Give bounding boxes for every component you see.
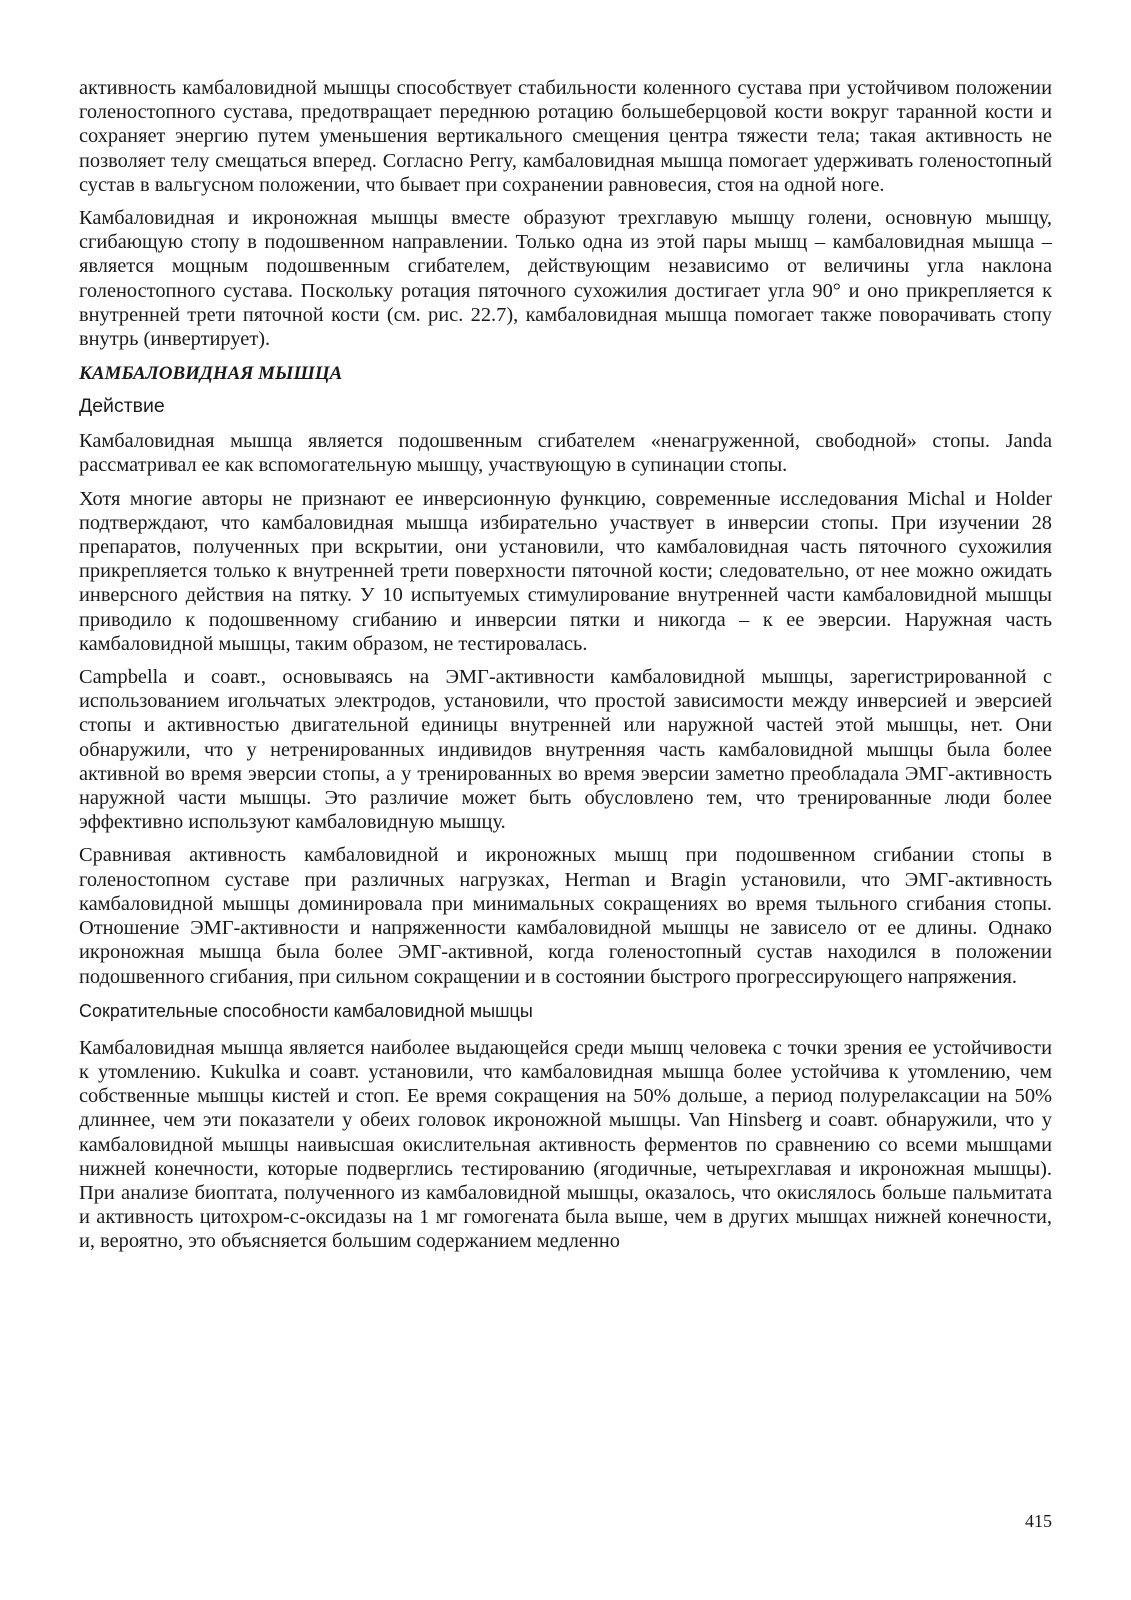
paragraph: Камбаловидная мышца является подошвенным сгибателем «ненагруженной, свободной» стопы. Janda рассматривал ее как вспомогательную мышцу, участвующую в супинации стопы. xyxy=(79,430,1052,477)
paragraph: Campbella и соавт., основываясь на ЭМГ-активности камбаловидной мышцы, зарегистрированной с использованием игольчатых электродов, установили, что простой зависимости между инверсией и эверсией стопы и активностью двигательной единицы внутренней или наружной частей этой мышцы, нет. Они обнаружили, что у нетренированных индивидов внутренняя часть камбаловидной мышцы была более активной во время эверсии стопы, а у тренированных во время эверсии заметно преобладала ЭМГ-активность наружной части мышцы. Это различие может быть обусловлено тем, что тренированные люди более эффективно используют камбаловидную мышцу. xyxy=(79,666,1052,834)
page-body xyxy=(79,76,1052,1263)
subheading-contractile: Сократительные способности камбаловидной мышцы xyxy=(79,1000,533,1021)
page-number: 415 xyxy=(1025,1511,1052,1531)
subheading-action: Действие xyxy=(79,395,165,418)
paragraph: активность камбаловидной мышцы способствует стабильности коленного сустава при устойчивом положении голеностопного сустава, предотвращает переднюю ротацию большеберцовой кости вокруг таранной кости и сохраняет энергию путем уменьшения вертикального смещения центра тяжести тела; такая активность не позволяет телу смещаться вперед. Согласно Perry, камбаловидная мышца помогает удерживать голеностопный сустав в вальгусном положении, что бывает при сохранении равновесия, стоя на одной ноге. xyxy=(79,77,1052,196)
section-title: КАМБАЛОВИДНАЯ МЫШЦА xyxy=(79,363,343,385)
paragraph: Камбаловидная мышца является наиболее выдающейся среди мышц человека с точки зрения ее устойчивости к утомлению. Kukulka и соавт. установили, что камбаловидная мышца более устойчива к утомлению, чем собственные мышцы кистей и стоп. Ее время сокращения на 50% дольше, а период полурелаксации на 50% длиннее, чем эти показатели у обеих головок икроножной мышцы. Van Hinsberg и соавт. обнаружили, что у камбаловидной мышцы наивысшая окислительная активность ферментов по сравнению со всеми мышцами нижней конечности, которые подверглись тестированию (ягодичные, четырехглавая и икроножная мышцы). При анализе биоптата, полученного из камбаловидной мышцы, оказалось, что окислялось больше пальмитата и активность цитохром-с-оксидазы на 1 мг гомогената была выше, чем в других мышцах нижней конечности, и, вероятно, это объясняется большим содержанием медленно xyxy=(79,1036,1052,1253)
paragraph: Хотя многие авторы не признают ее инверсионную функцию, современные исследования Michal и Holder подтверждают, что камбаловидная мышца избирательно участвует в инверсии стопы. При изучении 28 препаратов, полученных при вскрытии, они установили, что камбаловидная часть пяточного сухожилия прикрепляется только к внутренней трети поверхности пяточной кости; следовательно, от нее можно ожидать инверсного действия на пятку. У 10 испытуемых стимулирование внутренней части камбаловидной мышцы приводило к подошвенному сгибанию и инверсии пятки и никогда – к ее эверсии. Наружная часть камбаловидной мышцы, таким образом, не тестировалась. xyxy=(79,487,1052,655)
paragraph: Камбаловидная и икроножная мышцы вместе образуют трехглавую мышцу голени, основную мышцу, сгибающую стопу в подошвенном направлении. Только одна из этой пары мышц – камбаловидная мышца – является мощным подошвенным сгибателем, действующим независимо от величины угла наклона голеностопного сустава. Поскольку ротация пяточного сухожилия достигает угла 90° и оно прикрепляется к внутренней трети пяточной кости (см. рис. 22.7), камбаловидная мышца помогает также поворачивать стопу внутрь (инвертирует). xyxy=(79,207,1052,351)
paragraph: Сравнивая активность камбаловидной и икроножных мышц при подошвенном сгибании стопы в голеностопном суставе при различных нагрузках, Herman и Bragin установили, что ЭМГ-активность камбаловидной мышцы доминировала при минимальных сокращениях во время тыльного сгибания стопы. Отношение ЭМГ-активности и напряженности камбаловидной мышцы не зависело от ее длины. Однако икроножная мышца была более ЭМГ-активной, когда голеностопный сустав находился в положении подошвенного сгибания, при сильном сокращении и в состоянии быстрого прогрессирующего напряжения. xyxy=(79,844,1052,988)
